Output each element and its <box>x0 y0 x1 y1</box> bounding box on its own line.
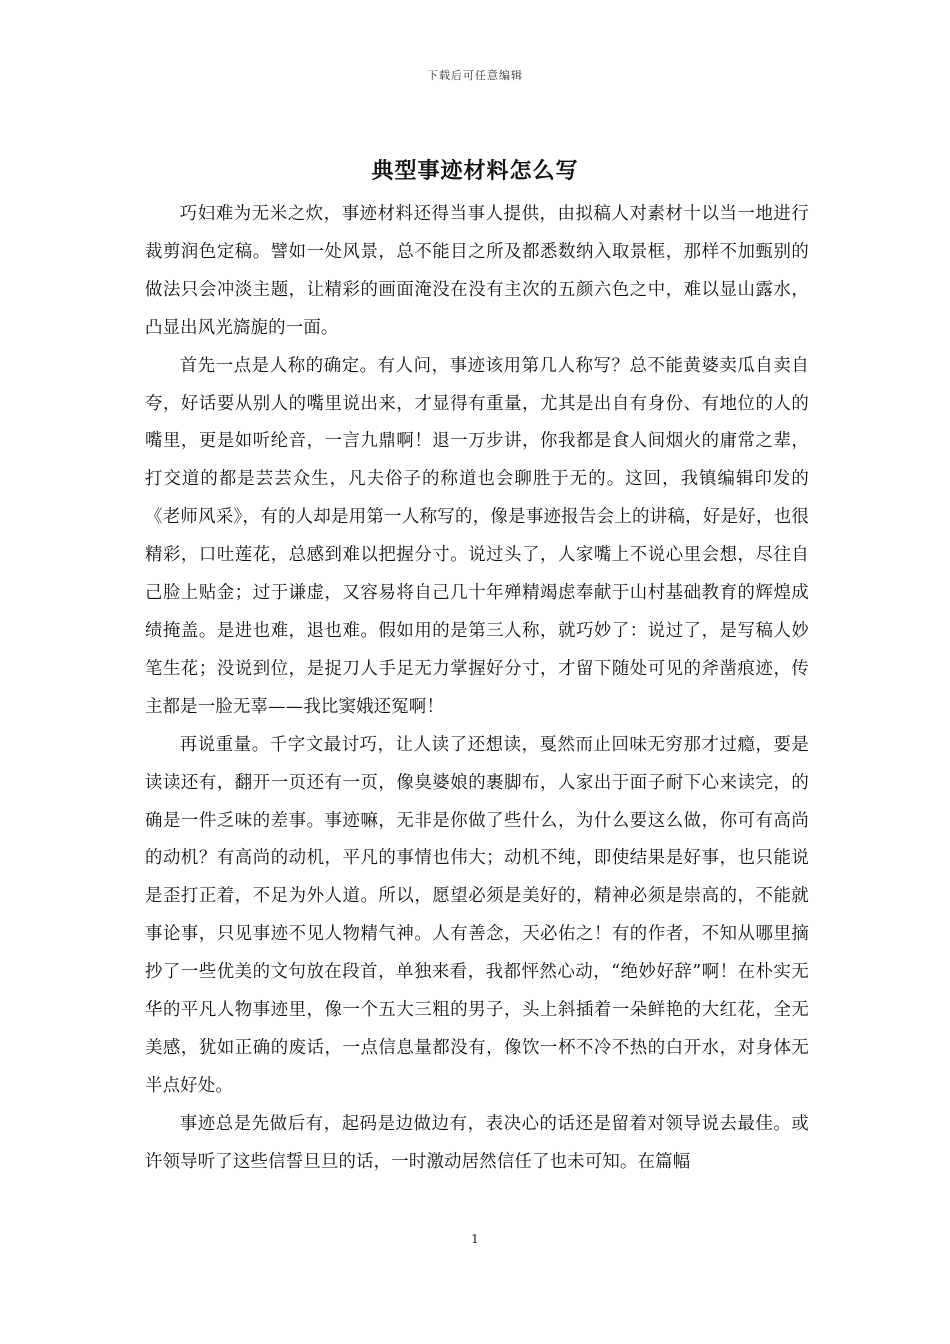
page-number: 1 <box>471 1232 479 1246</box>
document-body <box>145 196 809 1182</box>
paragraph: 事迹总是先做后有，起码是边做边有，表决心的话还是留着对领导说去最佳。或许领导听了这些信誓旦旦的话，一时激动居然信任了也未可知。在篇幅 <box>145 1113 809 1172</box>
paragraph: 巧妇难为无米之炊，事迹材料还得当事人提供，由拟稿人对素材十以当一地进行裁剪润色定稿。譬如一处风景，总不能目之所及都悉数纳入取景框，那样不加甄别的做法只会冲淡主题，让精彩的画面淹没在没有主次的五颜六色之中，难以显山露水，凸显出风光旖旎的一面。 <box>145 204 809 338</box>
header-note: 下载后可任意编辑 <box>427 69 523 82</box>
document-title: 典型事迹材料怎么写 <box>371 158 579 184</box>
paragraph: 再说重量。千字文最讨巧，让人读了还想读，戛然而止回味无穷那才过瘾，要是读读还有，翻开一页还有一页，像臭婆娘的裹脚布，人家出于面子耐下心来读完，的确是一件乏味的差事。事迹嘛，无非是你做了些什么，为什么要这么做，你可有高尚的动机？有高尚的动机，平凡的事情也伟大；动机不纯，即使结果是好事，也只能说是歪打正着，不足为外人道。所以，愿望必须是美好的，精神必须是崇高的，不能就事论事，只见事迹不见人物精气神。人有善念，天必佑之！有的作者，不知从哪里摘抄了一些优美的文句放在段首，单独来看，我都怦然心动，“绝妙好辞”啊！在朴实无华的平凡人物事迹里，像一个五大三粗的男子，头上斜插着一朵鲜艳的大红花，全无美感，犹如正确的废话，一点信息量都没有，像饮一杯不冷不热的白开水，对身体无半点好处。 <box>145 734 809 1096</box>
paragraph: 首先一点是人称的确定。有人问，事迹该用第几人称写？总不能黄婆卖瓜自卖自夸，好话要从别人的嘴里说出来，才显得有重量，尤其是出自有身份、有地位的人的嘴里，更是如听纶音，一言九鼎啊！退一万步讲，你我都是食人间烟火的庸常之辈，打交道的都是芸芸众生，凡夫俗子的称道也会聊胜于无的。这回，我镇编辑印发的《老师风采》，有的人却是用第一人称写的，像是事迹报告会上的讲稿，好是好，也很精彩，口吐莲花，总感到难以把握分寸。说过头了，人家嘴上不说心里会想，尽往自己脸上贴金；过于谦虚，又容易将自己几十年殚精竭虑奉献于山村基础教育的辉煌成绩掩盖。是进也难，退也难。假如用的是第三人称，就巧妙了：说过了，是写稿人妙笔生花；没说到位，是捉刀人手足无力掌握好分寸，才留下随处可见的斧凿痕迹，传主都是一脸无辜——我比窦娥还冤啊！ <box>145 355 809 717</box>
